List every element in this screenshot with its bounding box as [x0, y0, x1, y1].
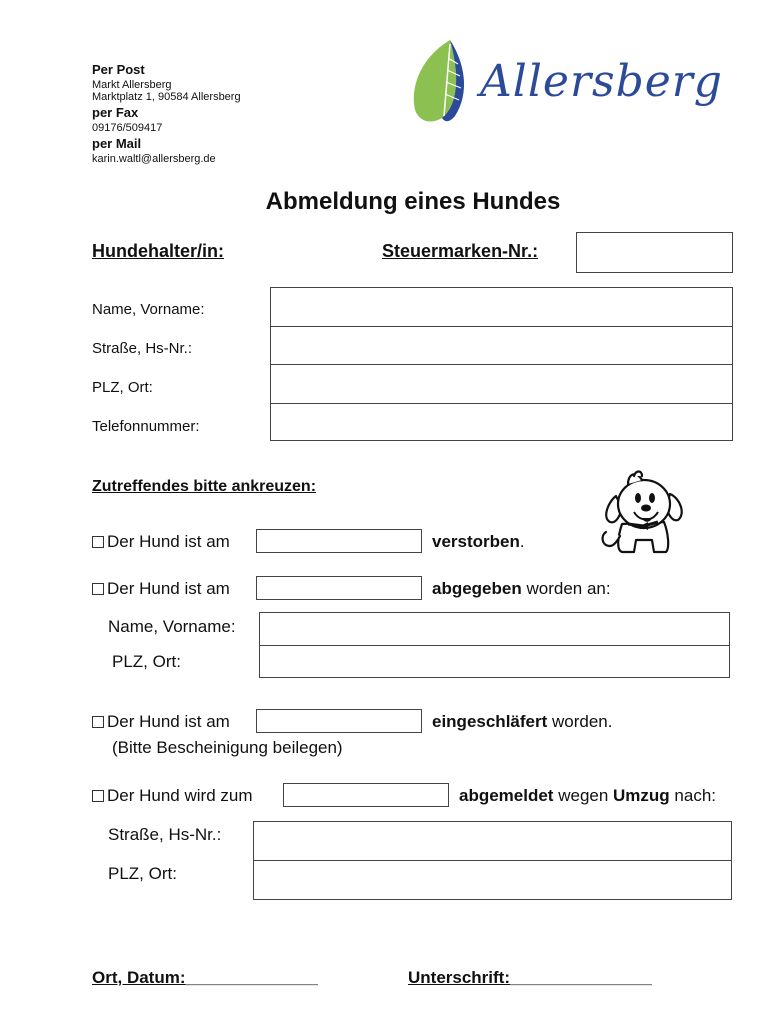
- moved-street-label: Straße, Hs-Nr.:: [108, 825, 222, 844]
- mail-address: karin.waltl@allersberg.de: [92, 153, 216, 165]
- deceased-text: [432, 532, 525, 552]
- owner-street-label: Straße, Hs-Nr.:: [92, 340, 193, 357]
- given-date-input[interactable]: [256, 576, 422, 600]
- euthanized-prefix: Der Hund ist am: [107, 712, 230, 731]
- mail-title: per Mail: [92, 136, 142, 151]
- moved-checkbox[interactable]: [92, 790, 104, 802]
- given-suffix: worden an:: [521, 579, 611, 598]
- deceased-bold: verstorben: [432, 532, 520, 551]
- moved-plz-input[interactable]: [253, 860, 732, 900]
- moved-plz-label: PLZ, Ort:: [108, 864, 177, 883]
- options-heading: Zutreffendes bitte ankreuzen:: [92, 478, 317, 495]
- moved-text: [459, 786, 716, 806]
- given-checkbox[interactable]: [92, 583, 104, 595]
- moved-date-input[interactable]: [283, 783, 449, 807]
- allersberg-logo: [410, 38, 723, 133]
- option-deceased[interactable]: [92, 532, 230, 552]
- post-line1: Markt Allersberg: [92, 79, 172, 91]
- place-date-label: Ort, Datum:: [92, 968, 186, 987]
- euthanized-checkbox[interactable]: [92, 716, 104, 728]
- owner-street-input[interactable]: [270, 326, 733, 365]
- contact-block: [92, 62, 241, 165]
- euthanized-date-input[interactable]: [256, 709, 422, 733]
- given-plz-input[interactable]: [259, 645, 730, 678]
- tag-number-heading: Steuermarken-Nr.:: [382, 241, 539, 261]
- dog-icon: [598, 466, 690, 558]
- deceased-date-input[interactable]: [256, 529, 422, 553]
- owner-phone-label: Telefonnummer:: [92, 418, 200, 435]
- moved-middle: wegen: [553, 786, 614, 805]
- given-prefix: Der Hund ist am: [107, 579, 230, 598]
- tag-number-input[interactable]: [576, 232, 733, 273]
- signature-label: Unterschrift:: [408, 968, 511, 987]
- moved-prefix: Der Hund wird zum: [107, 786, 253, 805]
- owner-plz-input[interactable]: [270, 364, 733, 404]
- place-date-line[interactable]: ______________: [185, 968, 318, 987]
- given-name-input[interactable]: [259, 612, 730, 646]
- deceased-checkbox[interactable]: [92, 536, 104, 548]
- moved-street-input[interactable]: [253, 821, 732, 861]
- given-text: [432, 579, 611, 599]
- fax-title: per Fax: [92, 105, 139, 120]
- euthanized-bold: eingeschläfert: [432, 712, 548, 731]
- given-bold: abgegeben: [432, 579, 522, 598]
- owner-heading: Hundehalter/in:: [92, 241, 225, 261]
- place-date[interactable]: [92, 968, 318, 988]
- option-given[interactable]: [92, 579, 230, 599]
- moved-bold2: Umzug: [613, 786, 670, 805]
- euthanized-suffix: worden.: [547, 712, 613, 731]
- moved-suffix: nach:: [669, 786, 717, 805]
- owner-name-label: Name, Vorname:: [92, 301, 205, 318]
- deceased-prefix: Der Hund ist am: [107, 532, 230, 551]
- post-line2: Marktplatz 1, 90584 Allersberg: [92, 91, 241, 103]
- signature[interactable]: [408, 968, 652, 988]
- option-euthanized[interactable]: [92, 712, 230, 732]
- post-title: Per Post: [92, 62, 145, 77]
- moved-bold1: abgemeldet: [459, 786, 554, 805]
- page-title: Abmeldung eines Hundes: [265, 188, 561, 215]
- owner-name-input[interactable]: [270, 287, 733, 327]
- given-plz-label: PLZ, Ort:: [112, 652, 181, 671]
- signature-line[interactable]: _______________: [510, 968, 652, 987]
- owner-plz-label: PLZ, Ort:: [92, 379, 153, 396]
- euthanized-note: (Bitte Bescheinigung beilegen): [112, 738, 343, 757]
- euthanized-text: [432, 712, 612, 732]
- fax-number: 09176/509417: [92, 122, 163, 134]
- logo-text: Allersberg: [480, 56, 723, 107]
- option-moved[interactable]: [92, 786, 253, 806]
- owner-phone-input[interactable]: [270, 403, 733, 441]
- given-name-label: Name, Vorname:: [108, 617, 236, 636]
- deceased-suffix: .: [519, 532, 525, 551]
